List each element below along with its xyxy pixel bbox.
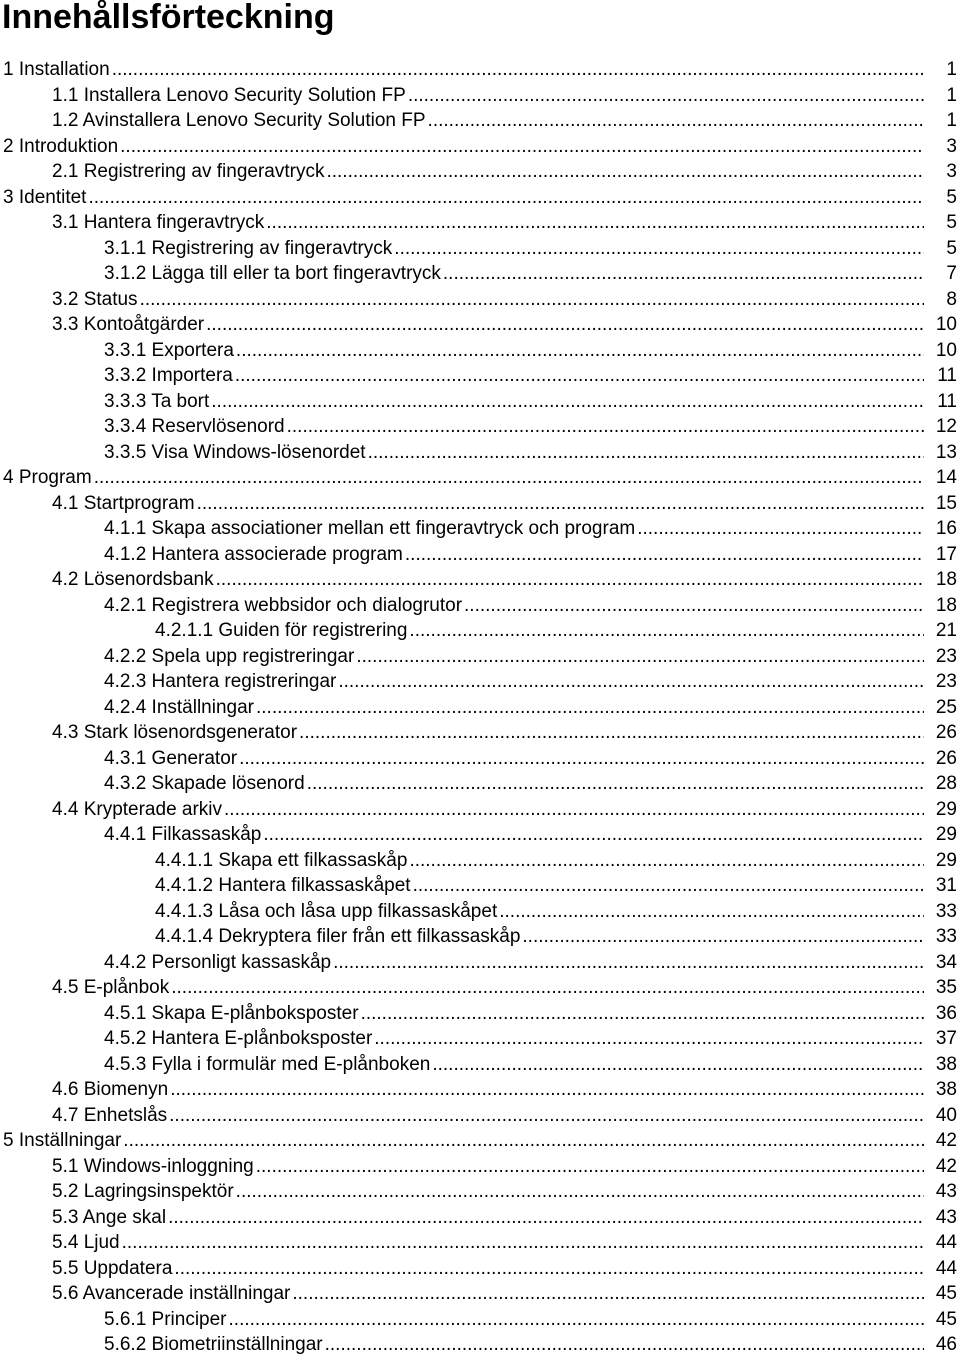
toc-page-number: 35 <box>935 977 957 998</box>
toc-dot-leader <box>430 1052 924 1078</box>
toc-entry-line <box>52 1205 924 1231</box>
toc-page-number: 1 <box>946 110 957 131</box>
toc-page-number: 11 <box>937 365 957 386</box>
toc-dot-leader <box>403 542 924 568</box>
toc-entry-title: 4.4.1.2 Hantera filkassaskåpet <box>155 875 411 896</box>
toc-entry-title: 4.4.1 Filkassaskåp <box>104 824 262 845</box>
toc-dot-leader <box>233 363 924 389</box>
toc-page-number: 12 <box>935 416 957 437</box>
toc-entry[interactable] <box>0 797 960 823</box>
toc-entry[interactable] <box>0 1230 960 1256</box>
toc-entry[interactable] <box>0 873 960 899</box>
toc-entry-line <box>104 669 924 695</box>
table-of-contents <box>0 57 960 1358</box>
toc-dot-leader <box>92 465 924 491</box>
toc-dot-leader <box>234 338 924 364</box>
toc-entry[interactable] <box>0 848 960 874</box>
toc-page-number: 33 <box>935 900 957 922</box>
toc-entry-line <box>104 516 924 542</box>
toc-dot-leader <box>323 1332 924 1358</box>
toc-entry-title: 4.6 Biomenyn <box>52 1079 169 1100</box>
toc-entry[interactable] <box>0 1179 960 1205</box>
toc-page-number: 1 <box>946 84 957 106</box>
toc-dot-leader <box>121 1128 924 1154</box>
toc-entry-title: 4.7 Enhetslås <box>52 1104 168 1126</box>
toc-entry[interactable] <box>0 771 960 797</box>
toc-entry[interactable] <box>0 1256 960 1282</box>
toc-entry-title: 3.1.2 Lägga till eller ta bort fingeravtryck <box>104 263 441 284</box>
toc-entry[interactable] <box>0 542 960 568</box>
toc-page-number: 29 <box>935 824 957 845</box>
toc-page-number: 3 <box>946 135 957 157</box>
toc-page-number: 34 <box>935 951 957 973</box>
page-title: Innehållsförteckning <box>2 0 335 36</box>
toc-entry-title: 4.2.1.1 Guiden för registrering <box>155 620 408 641</box>
toc-entry-title: 5.6.2 Biometriinställningar <box>104 1334 323 1355</box>
toc-dot-leader <box>392 236 924 262</box>
toc-dot-leader <box>497 899 924 925</box>
toc-entry-line <box>155 924 924 950</box>
toc-dot-leader <box>366 440 924 466</box>
toc-dot-leader <box>172 1256 924 1282</box>
toc-page-number: 45 <box>935 1283 957 1304</box>
toc-entry[interactable] <box>0 261 960 287</box>
toc-page-number: 26 <box>935 747 957 769</box>
toc-dot-leader <box>138 287 924 313</box>
toc-entry-title: 4.4.1.3 Låsa och låsa upp filkassaskåpet <box>155 900 498 922</box>
toc-entry[interactable] <box>0 1281 960 1307</box>
toc-entry-line <box>52 1256 924 1282</box>
toc-entry-title: 3.3.3 Ta bort <box>104 390 210 412</box>
toc-entry-title: 4.3 Stark lösenordsgenerator <box>52 722 298 743</box>
toc-dot-leader <box>195 491 924 517</box>
toc-page-number: 29 <box>935 798 957 820</box>
toc-dot-leader <box>305 771 924 797</box>
toc-entry[interactable] <box>0 159 960 185</box>
toc-entry[interactable] <box>0 720 960 746</box>
toc-entry-title: 4.5.3 Fylla i formulär med E-plånboken <box>104 1053 431 1075</box>
toc-page-number: 28 <box>935 773 957 794</box>
toc-entry-line <box>104 389 924 415</box>
toc-page-number: 44 <box>935 1257 957 1279</box>
toc-entry[interactable] <box>0 1307 960 1333</box>
toc-entry[interactable] <box>0 236 960 262</box>
toc-entry[interactable] <box>0 414 960 440</box>
toc-page-number: 5 <box>946 186 957 208</box>
toc-entry[interactable] <box>0 822 960 848</box>
toc-entry-line <box>104 542 924 568</box>
toc-entry-line <box>104 1332 924 1358</box>
toc-entry-line <box>52 720 924 746</box>
toc-dot-leader <box>520 924 924 950</box>
toc-entry-line <box>3 134 924 160</box>
toc-dot-leader <box>237 746 924 772</box>
toc-entry-line <box>104 822 924 848</box>
toc-entry-line <box>52 108 924 134</box>
toc-entry[interactable] <box>0 669 960 695</box>
toc-entry[interactable] <box>0 924 960 950</box>
toc-entry-line <box>52 567 924 593</box>
toc-entry-title: 5.3 Ange skal <box>52 1206 167 1228</box>
toc-entry[interactable] <box>0 210 960 236</box>
toc-entry-title: 4.4.2 Personligt kassaskåp <box>104 951 332 973</box>
toc-dot-leader <box>118 134 924 160</box>
toc-entry-title: 3.3.5 Visa Windows-lösenordet <box>104 441 366 463</box>
toc-dot-leader <box>169 975 924 1001</box>
toc-entry[interactable] <box>0 1154 960 1180</box>
toc-entry[interactable] <box>0 899 960 925</box>
toc-entry[interactable] <box>0 1205 960 1231</box>
toc-entry-title: 4.1.1 Skapa associationer mellan ett fingeravtryck och program <box>104 518 636 539</box>
toc-dot-leader <box>426 108 924 134</box>
toc-page-number: 37 <box>935 1028 957 1049</box>
toc-entry-line <box>52 1281 924 1307</box>
toc-entry-line <box>3 465 924 491</box>
toc-entry-line <box>52 1179 924 1205</box>
toc-entry-line <box>104 746 924 772</box>
toc-page-number: 13 <box>935 441 957 463</box>
toc-entry-line <box>104 695 924 721</box>
toc-entry[interactable] <box>0 618 960 644</box>
toc-page-number: 1 <box>946 59 957 80</box>
toc-page-number: 10 <box>935 314 957 335</box>
toc-entry-line <box>155 848 924 874</box>
toc-entry-line <box>52 312 924 338</box>
toc-dot-leader <box>297 720 924 746</box>
toc-entry-line <box>104 363 924 389</box>
toc-entry-title: 3.3.4 Reservlösenord <box>104 416 285 437</box>
toc-entry[interactable] <box>0 1052 960 1078</box>
toc-dot-leader <box>411 873 924 899</box>
toc-entry-line <box>52 287 924 313</box>
toc-entry[interactable] <box>0 746 960 772</box>
toc-dot-leader <box>222 797 924 823</box>
toc-entry-line <box>155 618 924 644</box>
toc-entry[interactable] <box>0 465 960 491</box>
toc-entry-line <box>104 593 924 619</box>
toc-entry-title: 4.1.2 Hantera associerade program <box>104 543 403 565</box>
toc-entry-line <box>155 899 924 925</box>
toc-entry-line <box>104 261 924 287</box>
toc-page-number: 3 <box>946 161 957 182</box>
toc-page-number: 18 <box>935 594 957 616</box>
toc-entry[interactable] <box>0 57 960 83</box>
toc-dot-leader <box>86 185 924 211</box>
toc-dot-leader <box>635 516 924 542</box>
toc-entry[interactable] <box>0 644 960 670</box>
toc-entry-title: 4.5.2 Hantera E-plånboksposter <box>104 1028 373 1049</box>
toc-dot-leader <box>254 1154 924 1180</box>
toc-dot-leader <box>406 83 924 109</box>
toc-dot-leader <box>372 1026 924 1052</box>
toc-entry-line <box>3 185 924 211</box>
toc-dot-leader <box>354 644 924 670</box>
toc-dot-leader <box>204 312 924 338</box>
toc-entry-line <box>104 1001 924 1027</box>
toc-page-number: 26 <box>935 722 957 743</box>
toc-entry-line <box>104 440 924 466</box>
toc-dot-leader <box>209 389 924 415</box>
toc-entry-title: 4.2.3 Hantera registreringar <box>104 671 337 692</box>
toc-entry[interactable] <box>0 389 960 415</box>
toc-entry-title: 2.1 Registrering av fingeravtryck <box>52 161 325 182</box>
toc-entry[interactable] <box>0 593 960 619</box>
toc-dot-leader <box>407 618 924 644</box>
toc-dot-leader <box>462 593 924 619</box>
toc-page-number: 16 <box>935 518 957 539</box>
toc-page-number: 38 <box>935 1053 957 1075</box>
toc-entry-title: 4.4 Krypterade arkiv <box>52 798 223 820</box>
toc-entry-line <box>52 1154 924 1180</box>
toc-entry-line <box>52 1077 924 1103</box>
toc-entry[interactable] <box>0 287 960 313</box>
toc-entry-line <box>3 57 924 83</box>
toc-entry-title: 4.5 E-plånbok <box>52 977 170 998</box>
toc-entry-line <box>104 950 924 976</box>
toc-entry-title: 4.2 Lösenordsbank <box>52 569 214 590</box>
toc-entry[interactable] <box>0 1103 960 1129</box>
toc-page-number: 14 <box>935 467 957 488</box>
toc-entry-line <box>52 1230 924 1256</box>
toc-entry-title: 5.2 Lagringsinspektör <box>52 1181 234 1202</box>
toc-entry[interactable] <box>0 1332 960 1358</box>
toc-entry-title: 5.6 Avancerade inställningar <box>52 1283 291 1304</box>
toc-page-number: 7 <box>946 263 957 284</box>
toc-entry-line <box>104 1307 924 1333</box>
toc-dot-leader <box>166 1205 924 1231</box>
toc-entry[interactable] <box>0 567 960 593</box>
toc-entry[interactable] <box>0 440 960 466</box>
toc-dot-leader <box>261 822 924 848</box>
toc-entry-title: 4.3.1 Generator <box>104 747 238 769</box>
toc-entry[interactable] <box>0 338 960 364</box>
toc-dot-leader <box>324 159 924 185</box>
toc-dot-leader <box>110 57 924 83</box>
toc-entry-line <box>52 975 924 1001</box>
toc-entry-title: 2 Introduktion <box>3 135 119 157</box>
toc-page-number: 10 <box>935 339 957 361</box>
toc-entry-title: 3 Identitet <box>3 186 87 208</box>
toc-entry[interactable] <box>0 363 960 389</box>
toc-entry[interactable] <box>0 185 960 211</box>
toc-entry-title: 4.4.1.4 Dekryptera filer från ett filkassaskåp <box>155 926 521 947</box>
toc-page-number: 42 <box>935 1155 957 1177</box>
toc-dot-leader <box>264 210 924 236</box>
toc-entry-title: 3.2 Status <box>52 288 138 310</box>
toc-entry[interactable] <box>0 950 960 976</box>
toc-entry-line <box>52 83 924 109</box>
toc-entry-line <box>104 414 924 440</box>
toc-entry-line <box>52 210 924 236</box>
toc-entry-title: 4.3.2 Skapade lösenord <box>104 773 305 794</box>
toc-entry-title: 5.4 Ljud <box>52 1232 120 1253</box>
toc-entry[interactable] <box>0 695 960 721</box>
toc-entry[interactable] <box>0 83 960 109</box>
toc-page-number: 33 <box>935 926 957 947</box>
toc-entry-title: 1 Installation <box>3 59 110 80</box>
toc-dot-leader <box>234 1179 924 1205</box>
toc-dot-leader <box>254 695 924 721</box>
toc-dot-leader <box>407 848 924 874</box>
toc-entry[interactable] <box>0 1001 960 1027</box>
toc-entry-title: 4.5.1 Skapa E-plånboksposter <box>104 1002 359 1024</box>
toc-dot-leader <box>285 414 924 440</box>
toc-entry[interactable] <box>0 312 960 338</box>
toc-dot-leader <box>336 669 924 695</box>
toc-entry-title: 4.2.1 Registrera webbsidor och dialogrutor <box>104 594 463 616</box>
toc-page-number: 8 <box>946 288 957 310</box>
toc-entry[interactable] <box>0 108 960 134</box>
toc-page-number: 45 <box>935 1308 957 1330</box>
toc-page-number: 18 <box>935 569 957 590</box>
toc-page-number: 25 <box>935 696 957 718</box>
toc-page-number: 40 <box>935 1104 957 1126</box>
toc-page-number: 5 <box>946 212 957 233</box>
toc-entry[interactable] <box>0 134 960 160</box>
toc-page-number: 31 <box>935 875 957 896</box>
toc-entry-title: 4.1 Startprogram <box>52 492 195 514</box>
toc-entry-line <box>104 1026 924 1052</box>
toc-dot-leader <box>214 567 924 593</box>
toc-entry-title: 3.1.1 Registrering av fingeravtryck <box>104 237 393 259</box>
toc-entry-title: 5.6.1 Principer <box>104 1308 227 1330</box>
toc-entry-title: 4.2.4 Inställningar <box>104 696 254 718</box>
toc-page-number: 15 <box>935 492 957 514</box>
toc-entry-title: 1.1 Installera Lenovo Security Solution FP <box>52 84 406 106</box>
toc-dot-leader <box>227 1307 924 1333</box>
toc-page-number: 21 <box>935 620 957 641</box>
toc-page-number: 43 <box>935 1206 957 1228</box>
toc-entry-line <box>3 1128 924 1154</box>
toc-entry[interactable] <box>0 1128 960 1154</box>
toc-page-number: 36 <box>935 1002 957 1024</box>
toc-page-number: 44 <box>935 1232 957 1253</box>
toc-dot-leader <box>168 1077 924 1103</box>
toc-entry-line <box>104 338 924 364</box>
toc-entry-title: 3.3 Kontoåtgärder <box>52 314 205 335</box>
toc-entry-line <box>52 159 924 185</box>
toc-dot-leader <box>120 1230 924 1256</box>
toc-entry-line <box>104 1052 924 1078</box>
toc-entry[interactable] <box>0 516 960 542</box>
toc-page-number: 29 <box>935 849 957 871</box>
toc-page-number: 5 <box>946 237 957 259</box>
toc-dot-leader <box>359 1001 924 1027</box>
toc-page-number: 23 <box>935 671 957 692</box>
toc-page-number: 23 <box>935 645 957 667</box>
toc-entry-title: 5 Inställningar <box>3 1130 122 1151</box>
toc-dot-leader <box>331 950 924 976</box>
toc-dot-leader <box>290 1281 924 1307</box>
toc-entry-title: 1.2 Avinstallera Lenovo Security Solution FP <box>52 110 426 131</box>
toc-page-number: 46 <box>935 1334 957 1355</box>
toc-entry-line <box>104 236 924 262</box>
toc-entry-line <box>52 491 924 517</box>
toc-entry-line <box>104 771 924 797</box>
toc-entry-line <box>104 644 924 670</box>
toc-entry[interactable] <box>0 1026 960 1052</box>
toc-entry-title: 4.2.2 Spela upp registreringar <box>104 645 355 667</box>
toc-page-number: 43 <box>935 1181 957 1202</box>
toc-entry-line <box>155 873 924 899</box>
toc-page-number: 17 <box>935 543 957 565</box>
toc-page-number: 11 <box>937 390 957 412</box>
toc-entry-title: 3.3.2 Importera <box>104 365 233 386</box>
toc-dot-leader <box>441 261 924 287</box>
toc-entry-title: 4.4.1.1 Skapa ett filkassaskåp <box>155 849 408 871</box>
toc-entry-title: 3.3.1 Exportera <box>104 339 234 361</box>
toc-entry-title: 5.1 Windows-inloggning <box>52 1155 254 1177</box>
toc-entry-title: 4 Program <box>3 467 92 488</box>
toc-entry[interactable] <box>0 1077 960 1103</box>
toc-entry-line <box>52 1103 924 1129</box>
toc-entry[interactable] <box>0 975 960 1001</box>
toc-entry-title: 3.1 Hantera fingeravtryck <box>52 212 265 233</box>
toc-entry-line <box>52 797 924 823</box>
toc-entry-title: 5.5 Uppdatera <box>52 1257 173 1279</box>
toc-dot-leader <box>167 1103 924 1129</box>
toc-page-number: 42 <box>935 1130 957 1151</box>
toc-page-number: 38 <box>935 1079 957 1100</box>
toc-entry[interactable] <box>0 491 960 517</box>
